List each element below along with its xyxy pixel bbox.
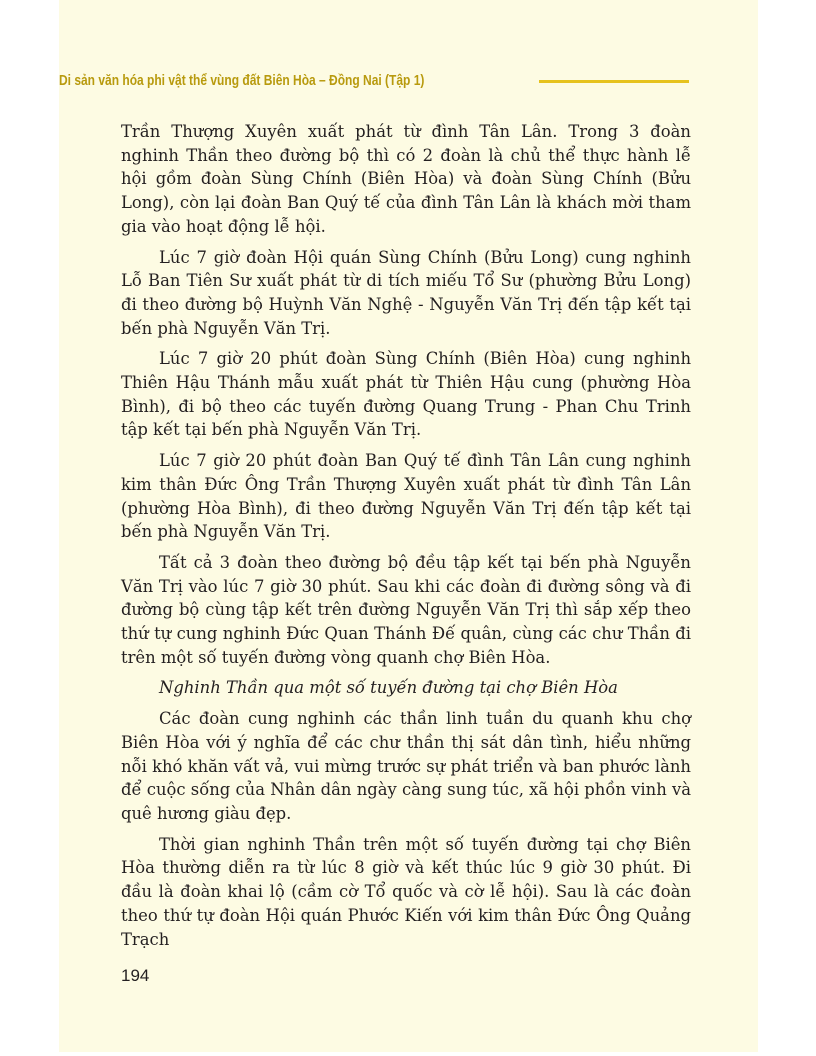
section-subheading: Nghinh Thần qua một số tuyến đường tại chợ Biên Hòa bbox=[159, 678, 618, 698]
header-rule bbox=[539, 80, 689, 83]
body-text bbox=[121, 120, 691, 958]
header-title: Di sản văn hóa phi vật thể vùng đất Biên Hòa – Đồng Nai (Tập 1) bbox=[59, 72, 425, 89]
paragraph: Lúc 7 giờ 20 phút đoàn Ban Quý tế đình Tân Lân cung nghinh kim thân Đức Ông Trần Thượng Xuyên xuất phát từ đình Tân Lân (phường Hòa Bình), đi theo đường Nguyễn Văn Trị đến tập kết tại bến phà Nguyễn Văn Trị. bbox=[121, 451, 691, 542]
running-header bbox=[59, 72, 691, 92]
paragraph: Tất cả 3 đoàn theo đường bộ đều tập kết tại bến phà Nguyễn Văn Trị vào lúc 7 giờ 30 phút. Sau khi các đoàn đi đường sông và đi đường bộ cùng tập kết trên đường Nguyễn Văn Trị thì sắp xếp theo thứ tự cung nghinh Đức Quan Thánh Đế quân, cùng các chư Thần đi trên một số tuyến đường vòng quanh chợ Biên Hòa. bbox=[121, 552, 691, 667]
paragraph: Lúc 7 giờ đoàn Hội quán Sùng Chính (Bửu Long) cung nghinh Lỗ Ban Tiên Sư xuất phát từ di tích miếu Tổ Sư (phường Bửu Long) đi theo đường bộ Huỳnh Văn Nghệ - Nguyễn Văn Trị đến tập kết tại bến phà Nguyễn Văn Trị. bbox=[121, 247, 691, 338]
paragraph-continuation: Trần Thượng Xuyên xuất phát từ đình Tân Lân. Trong 3 đoàn nghinh Thần theo đường bộ thì có 2 đoàn là chủ thể thực hành lễ hội gồm đoàn Sùng Chính (Biên Hòa) và đoàn Sùng Chính (Bửu Long), còn lại đoàn Ban Quý tế của đình Tân Lân là khách mời tham gia vào hoạt động lễ hội. bbox=[121, 122, 691, 236]
paragraph: Lúc 7 giờ 20 phút đoàn Sùng Chính (Biên Hòa) cung nghinh Thiên Hậu Thánh mẫu xuất phát từ Thiên Hậu cung (phường Hòa Bình), đi bộ theo các tuyến đường Quang Trung - Phan Chu Trinh tập kết tại bến phà Nguyễn Văn Trị. bbox=[121, 349, 691, 440]
page-number: 194 bbox=[121, 966, 150, 985]
paragraph: Thời gian nghinh Thần trên một số tuyến đường tại chợ Biên Hòa thường diễn ra từ lúc 8 giờ và kết thúc lúc 9 giờ 30 phút. Đi đầu là đoàn khai lộ (cầm cờ Tổ quốc và cờ lễ hội). Sau là các đoàn theo thứ tự đoàn Hội quán Phước Kiến với kim thân Đức Ông Quảng Trạch bbox=[121, 834, 691, 949]
paragraph: Các đoàn cung nghinh các thần linh tuần du quanh khu chợ Biên Hòa với ý nghĩa để các chư thần thị sát dân tình, hiểu những nỗi khó khăn vất vả, vui mừng trước sự phát triển và ban phước lành để cuộc sống của Nhân dân ngày càng sung túc, xã hội phồn vinh và quê hương giàu đẹp. bbox=[121, 709, 691, 823]
